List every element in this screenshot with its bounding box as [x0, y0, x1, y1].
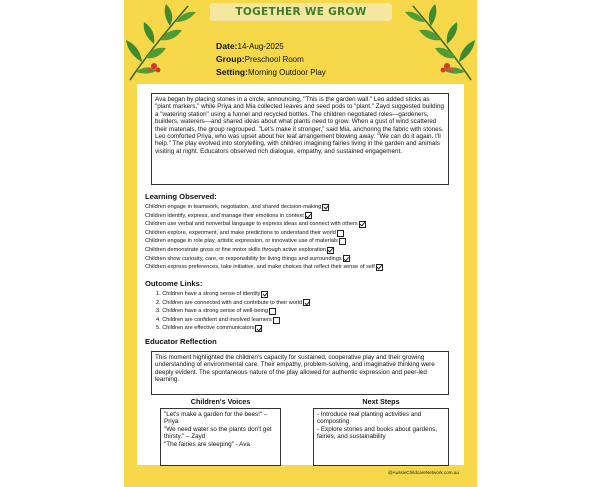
checkbox-icon[interactable] — [255, 325, 262, 332]
learning-item: Children demonstrate gross or fine motor skills through active exploration — [145, 246, 383, 255]
outcomes-title: Outcome Links: — [145, 279, 203, 288]
learning-title: Learning Observed: — [145, 192, 217, 201]
voice-quote: "Let's make a garden for the bees!" – Priya — [164, 411, 268, 426]
document-page — [124, 0, 477, 487]
learning-item: Children explore, experiment, and make predictions to understand their world — [145, 229, 383, 238]
date-value: 14-Aug-2025 — [237, 42, 284, 51]
setting-value: Morning Outdoor Play — [247, 68, 326, 77]
next-step-item: - Introduce real planting activities and composting — [317, 411, 422, 426]
details-block — [216, 40, 326, 79]
checkbox-icon[interactable] — [322, 204, 329, 211]
voices-title: Children's Voices — [190, 397, 251, 406]
content-sheet — [137, 84, 464, 465]
outcomes-list — [156, 290, 310, 333]
reflection-title: Educator Reflection — [145, 337, 217, 346]
learning-item: Children engage in teamwork, negotiation, and shared decision-making — [145, 203, 383, 212]
leaf-branch-left-icon — [124, 0, 204, 84]
outcome-item: 3. Children have a strong sense of well-being — [156, 307, 310, 316]
learning-item: Children use verbal and nonverbal language to express ideas and connect with others — [145, 220, 383, 229]
setting-label: Setting: — [216, 67, 248, 77]
checkbox-icon[interactable] — [273, 317, 280, 324]
checkbox-icon[interactable] — [339, 238, 346, 245]
checkbox-icon[interactable] — [337, 230, 344, 237]
outcome-item: 4. Children are confident and involved learners — [156, 316, 310, 325]
checkbox-icon[interactable] — [305, 212, 312, 219]
checkbox-icon[interactable] — [359, 221, 366, 228]
outcome-item: 1. Children have a strong sense of identity — [156, 290, 310, 299]
learning-item: Children show curiosity, care, or responsibility for living things and surroundings — [145, 255, 383, 264]
reflection-box: This moment highlighted the children's capacity for sustained, cooperative play and their growing understanding of environmental care. Their empathy, problem-solving, and imaginative thinking were deeply evident. The spontaneous nature of the play allowed for authentic expression and peer-led learning. — [151, 351, 449, 395]
observation-box: Ava began by placing stones in a circle, announcing, "This is the garden wall." Leo added sticks as "plant markers," while Priya and Mia collected leaves and seed pods to "plant." Zayd suggested building a "watering station" using a funnel and recycled bottles. The children negotiated roles—gardeners, builders, waterers—and shared ideas about what plants need to grow. When a gust of wind scattered their materials, the group regrouped. "Let's make it stronger," said Mia, anchoring the fabric with stones. Leo comforted Priya, who was upset about her leaf arrangement blowing away: "We can do it again. I'll help." The play evolved into storytelling, with children imagining fairies living in the garden and animals visiting at night. Educators observed rich dialogue, empathy, and sustained engagement. — [151, 93, 449, 185]
checkbox-icon[interactable] — [269, 308, 276, 315]
next-steps-title: Next Steps — [362, 397, 400, 406]
date-label: Date: — [216, 41, 238, 51]
group-label: Group: — [216, 54, 245, 64]
outcome-item: 2. Children are connected with and contribute to their world — [156, 299, 310, 308]
next-steps-box — [313, 408, 449, 466]
voice-quote: "The fairies are sleeping" - Ava — [164, 440, 250, 448]
leaf-branch-right-icon — [397, 0, 477, 84]
voices-box — [160, 408, 281, 466]
checkbox-icon[interactable] — [343, 255, 350, 262]
checkbox-icon[interactable] — [303, 299, 310, 306]
learning-item: Children identify, express, and manage their emotions in context — [145, 212, 383, 221]
checkbox-icon[interactable] — [376, 264, 383, 271]
next-step-item: - Explore stories and books about gardens, fairies, and sustainability — [317, 425, 438, 441]
voice-quote: "We need water so the plants don't get thirsty." – Zayd — [164, 425, 272, 441]
checkbox-icon[interactable] — [261, 291, 268, 298]
group-value: Preschool Room — [244, 55, 304, 64]
learning-item: Children express preferences, take initiative, and make choices that reflect their sense of self — [145, 263, 383, 272]
page-title: TOGETHER WE GROW — [210, 3, 392, 21]
outcome-item: 5. Children are effective communicators — [156, 324, 310, 333]
credit-text: @AussieChildcareNetwork.com.au — [387, 470, 459, 475]
checkbox-icon[interactable] — [327, 247, 334, 254]
learning-item: Children engage in role play, artistic expression, or innovative use of materials — [145, 237, 383, 246]
learning-list — [145, 203, 383, 272]
